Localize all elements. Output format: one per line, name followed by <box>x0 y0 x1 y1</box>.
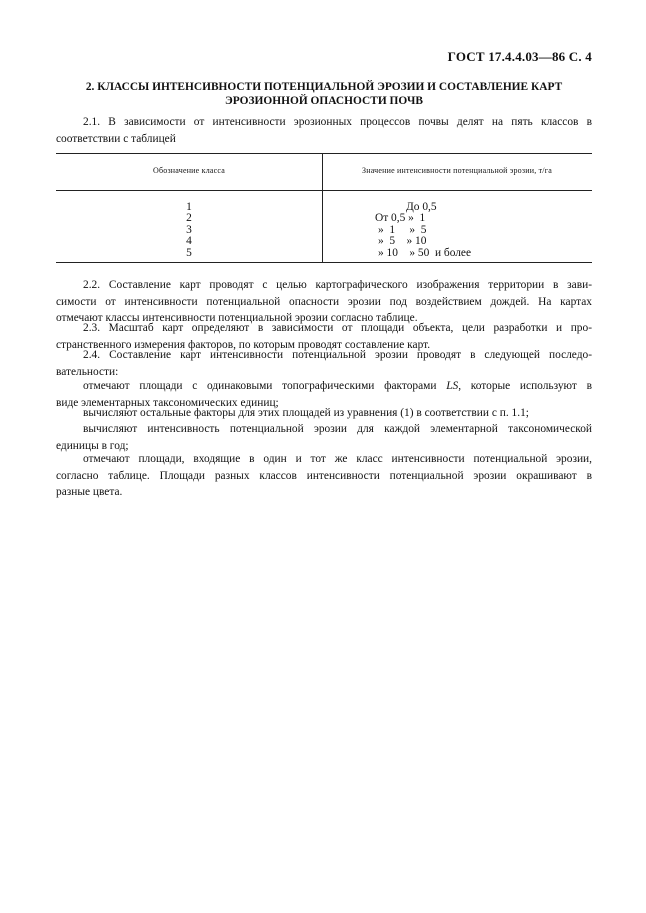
paragraph-line: вычисляют интенсивность потенциальной эрозии для каждой элементарной таксономической <box>83 423 592 435</box>
step-3 <box>56 421 592 454</box>
step-text: отмечают площади с одинаковыми топографическими факторами <box>83 380 447 392</box>
paragraph-line: отмечают площади, входящие в один и тот же класс интенсивности потенциальной эрозии, <box>83 453 592 465</box>
paragraph-line: вычисляют остальные факторы для этих площадей из уравнения (1) в соответствии с п. 1.1; <box>83 407 529 419</box>
table-cell-class: 5 <box>186 246 192 259</box>
paragraph-line: согласно таблице. Площади разных классов интенсивности потенциальной эрозии окрашивают в <box>56 469 592 482</box>
table-cell-class: 4 <box>186 235 192 248</box>
paragraph-line: 2.3. Масштаб карт определяют в зависимости от площади объекта, цели разработки и про- <box>83 322 592 334</box>
section-title-line-2: ЭРОЗИОННОЙ ОПАСНОСТИ ПОЧВ <box>225 95 423 107</box>
section-title-line-1: 2. КЛАССЫ ИНТЕНСИВНОСТИ ПОТЕНЦИАЛЬНОЙ ЭРОЗИИ И СОСТАВЛЕНИЕ КАРТ <box>85 81 563 93</box>
paragraph-line: 2.1. В зависимости от интенсивности эрозионных процессов почвы делят на пять классов в <box>83 116 592 128</box>
table-cell-value: До 0,5 <box>406 201 437 213</box>
table-cell-class: 2 <box>186 212 192 225</box>
table-header-rule <box>56 190 592 191</box>
paragraph-line: соответствии с таблицей <box>56 132 176 145</box>
paragraph-line: единицы в год; <box>56 439 129 452</box>
table-value-column <box>300 202 560 259</box>
paragraph-line: странственного измерения факторов, по которым проводят составление карт. <box>56 338 431 351</box>
step-2 <box>56 405 592 422</box>
table-class-column <box>176 202 202 259</box>
table-bottom-rule <box>56 262 592 263</box>
paragraph-2-1 <box>56 114 592 147</box>
page-header: ГОСТ 17.4.4.03—86 С. 4 <box>447 49 592 64</box>
ls-factor: LS <box>446 380 459 392</box>
table-cell-value: » 1 » 5 <box>378 223 427 236</box>
table-cell-class: 1 <box>186 201 192 213</box>
table-cell-value: » 5 » 10 <box>378 235 427 248</box>
paragraph-line: отмечают классы интенсивности потенциальной эрозии согласно таблице. <box>56 312 418 325</box>
paragraph-2-4 <box>56 347 592 380</box>
table-cell-class: 3 <box>186 223 192 236</box>
paragraph-line: симости от интенсивности потенциальной опасности эрозии под воздействием дождей. На картах <box>56 295 592 308</box>
paragraph-line: вательности: <box>56 365 119 378</box>
paragraph-line: 2.2. Составление карт проводят с целью картографического изображения территории в зави- <box>83 279 592 291</box>
paragraph-line: разные цвета. <box>56 486 123 499</box>
step-text: , которые используют в <box>458 380 592 392</box>
step-4 <box>56 451 592 501</box>
table-header-class: Обозначение класса <box>153 166 225 175</box>
table-top-rule <box>56 153 592 154</box>
paragraph-line: 2.4. Составление карт интенсивности потенциальной эрозии проводят в следующей последо- <box>83 349 592 361</box>
table-cell-value: От 0,5 » 1 <box>375 212 426 225</box>
section-title <box>56 80 592 108</box>
paragraph-line: виде элементарных таксономических единиц; <box>56 396 279 409</box>
table-cell-value: » 10 » 50 и более <box>378 246 472 259</box>
table-header-intensity: Значение интенсивности потенциальной эрозии, т/га <box>362 166 552 175</box>
paragraph-line <box>56 378 592 395</box>
